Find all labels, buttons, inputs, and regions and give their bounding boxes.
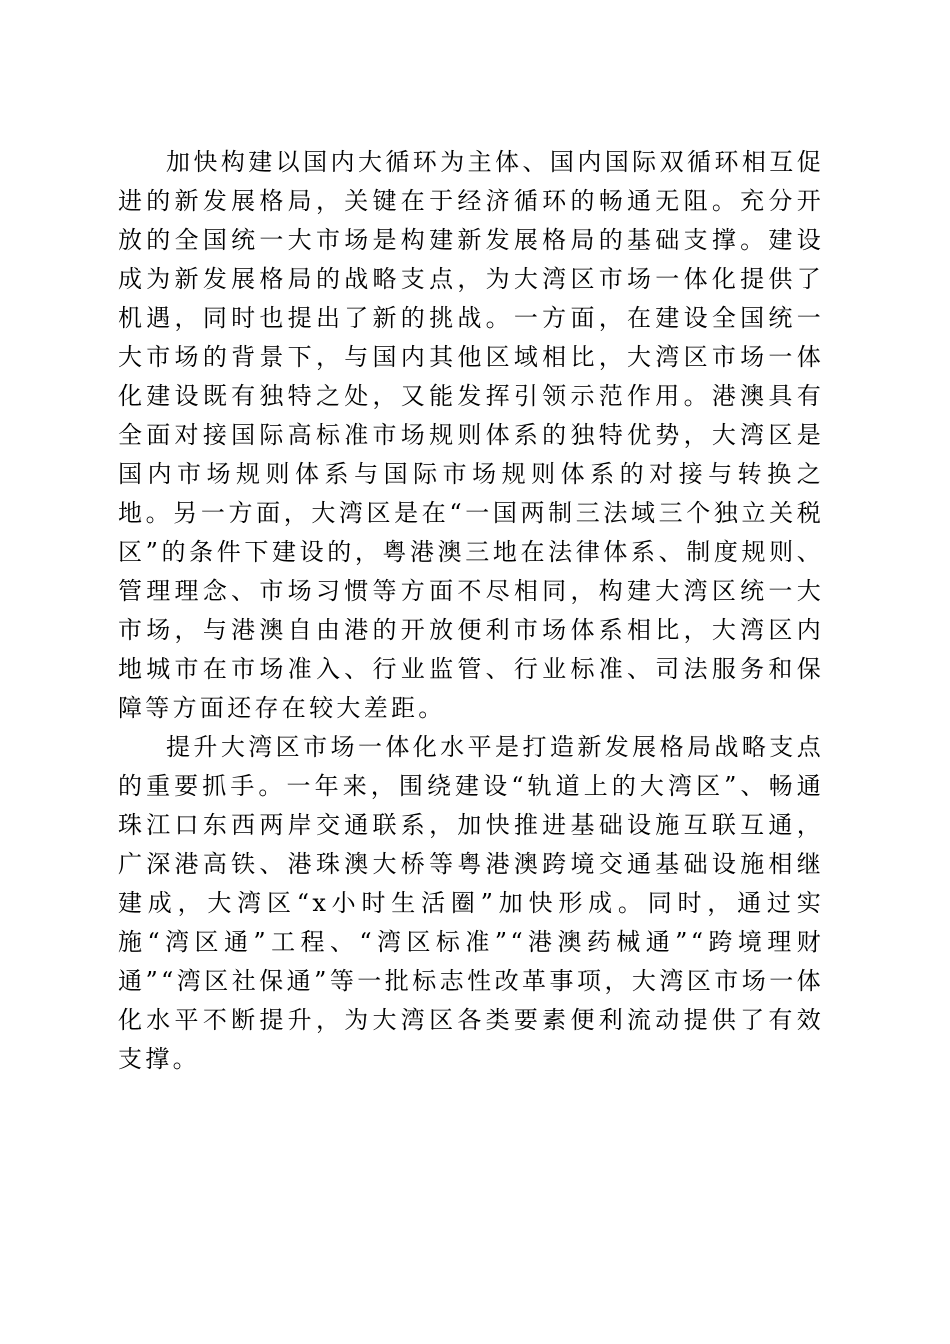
paragraph-2: 提升大湾区市场一体化水平是打造新发展格局战略支点的重要抓手。一年来，围绕建设“轨道上的大湾区”、畅通珠江口东西两岸交通联系，加快推进基础设施互联互通，广深港高铁、港珠澳大桥等粤港澳跨境交通基础设施相继建成，大湾区“x小时生活圈”加快形成。同时，通过实施“湾区通”工程、“湾区标准”“港澳药械通”“跨境理财通”“湾区社保通”等一批标志性改革事项，大湾区市场一体化水平不断提升，为大湾区各类要素便利流动提供了有效支撑。	[118, 733, 824, 1073]
body-text	[118, 143, 824, 1079]
paragraph-1: 加快构建以国内大循环为主体、国内国际双循环相互促进的新发展格局，关键在于经济循环的畅通无阻。充分开放的全国统一大市场是构建新发展格局的基础支撑。建设成为新发展格局的战略支点，为大湾区市场一体化提供了机遇，同时也提出了新的挑战。一方面，在建设全国统一大市场的背景下，与国内其他区域相比，大湾区市场一体化建设既有独特之处，又能发挥引领示范作用。港澳具有全面对接国际高标准市场规则体系的独特优势，大湾区是国内市场规则体系与国际市场规则体系的对接与转换之地。另一方面，大湾区是在“一国两制三法域三个独立关税区”的条件下建设的，粤港澳三地在法律体系、制度规则、管理理念、市场习惯等方面不尽相同，构建大湾区统一大市场，与港澳自由港的开放便利市场体系相比，大湾区内地城市在市场准入、行业监管、行业标准、司法服务和保障等方面还存在较大差距。	[118, 148, 824, 722]
